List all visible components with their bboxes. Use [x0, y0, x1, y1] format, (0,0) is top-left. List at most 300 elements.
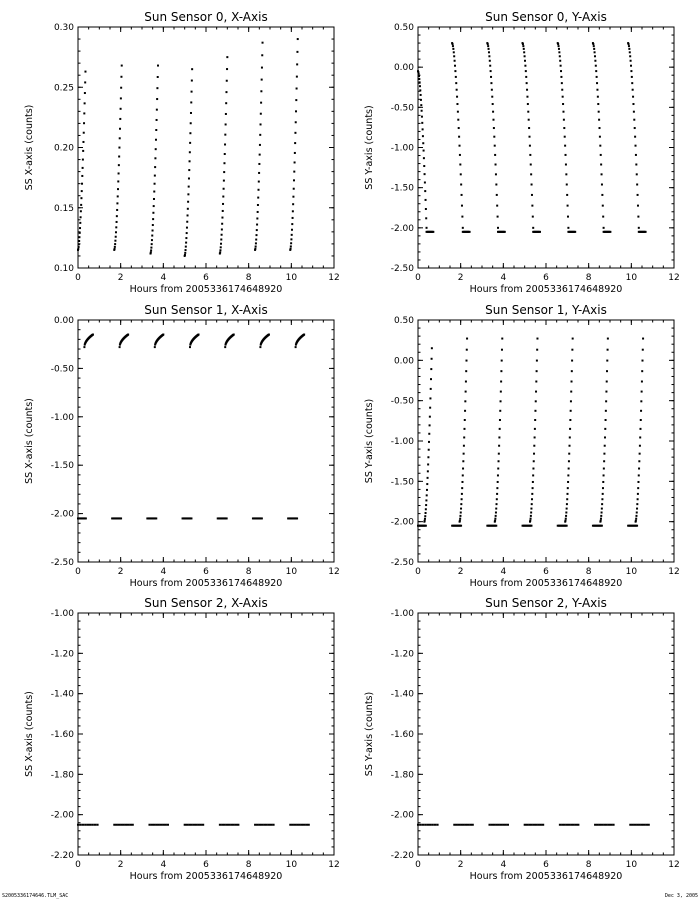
data-point — [156, 98, 158, 100]
y-tick-label: 0.25 — [53, 83, 74, 94]
data-point — [643, 824, 645, 826]
data-point — [460, 508, 462, 510]
data-point — [256, 234, 258, 236]
data-point — [601, 824, 603, 826]
y-tick-label: -0.50 — [390, 103, 414, 114]
data-point — [462, 474, 464, 476]
data-point — [453, 51, 455, 53]
data-point — [525, 70, 527, 72]
data-point — [531, 194, 533, 196]
data-point — [257, 204, 259, 206]
data-point — [186, 227, 188, 229]
y-axis-label: SS Y-axis (counts) — [364, 105, 375, 190]
data-point — [116, 221, 118, 223]
data-point — [501, 338, 503, 340]
data-point — [157, 76, 159, 78]
data-point — [420, 104, 422, 106]
x-tick-label: 8 — [245, 273, 252, 283]
data-point — [635, 154, 637, 156]
data-point — [187, 201, 189, 203]
data-point — [254, 248, 256, 250]
x-tick-label: 4 — [500, 567, 507, 577]
data-point — [606, 381, 608, 383]
y-tick-label: -2.00 — [50, 509, 74, 520]
data-point — [637, 194, 639, 196]
data-point — [487, 45, 489, 47]
data-point — [292, 203, 294, 205]
data-point — [418, 73, 420, 75]
data-point — [567, 487, 569, 489]
data-point — [118, 172, 120, 174]
data-point — [129, 824, 131, 826]
data-point — [530, 518, 532, 520]
data-point — [500, 381, 502, 383]
data-point — [642, 349, 644, 351]
data-point — [292, 217, 294, 219]
data-point — [154, 175, 156, 177]
data-point — [114, 243, 116, 245]
data-point — [495, 508, 497, 510]
data-point — [222, 196, 224, 198]
data-point — [497, 474, 499, 476]
data-point — [459, 145, 461, 147]
data-point — [558, 51, 560, 53]
data-point — [235, 824, 237, 826]
data-point — [488, 48, 490, 50]
chart-panel-3 — [364, 303, 680, 589]
data-point — [558, 48, 560, 50]
data-point — [431, 824, 433, 826]
x-tick-label: 6 — [543, 273, 549, 283]
x-tick-label: 12 — [668, 273, 680, 283]
data-point — [528, 127, 530, 129]
data-point — [429, 407, 431, 409]
data-point — [533, 453, 535, 455]
data-point — [80, 197, 82, 199]
data-point — [430, 368, 432, 370]
data-point — [427, 456, 429, 458]
y-tick-label: -2.20 — [390, 851, 414, 861]
data-point — [603, 227, 605, 229]
data-point — [418, 78, 420, 80]
data-point — [115, 236, 117, 238]
data-point — [607, 338, 609, 340]
data-point — [154, 157, 156, 159]
data-point — [154, 346, 156, 348]
data-point — [153, 198, 155, 200]
data-point — [232, 824, 234, 826]
data-point — [422, 128, 424, 130]
data-point — [305, 824, 307, 826]
data-point — [524, 60, 526, 62]
data-point — [292, 824, 294, 826]
data-point — [84, 71, 86, 73]
data-point — [634, 824, 636, 826]
data-point — [115, 231, 117, 233]
data-point — [629, 824, 631, 826]
data-point — [565, 525, 567, 527]
data-point — [603, 824, 605, 826]
data-point — [118, 824, 120, 826]
data-point — [431, 347, 433, 349]
data-point — [463, 428, 465, 430]
data-point — [295, 121, 297, 123]
data-point — [633, 119, 635, 121]
data-point — [499, 428, 501, 430]
x-tick-label: 8 — [585, 273, 592, 283]
data-point — [188, 169, 190, 171]
data-point — [593, 45, 595, 47]
data-point — [254, 824, 256, 826]
data-point — [529, 154, 531, 156]
data-point — [87, 824, 89, 826]
data-point — [566, 508, 568, 510]
data-point — [526, 82, 528, 84]
data-point — [565, 163, 567, 165]
data-point — [598, 119, 600, 121]
data-point — [151, 824, 153, 826]
data-point — [600, 515, 602, 517]
data-point — [151, 243, 153, 245]
data-point — [290, 245, 292, 247]
data-point — [155, 139, 157, 141]
data-point — [465, 381, 467, 383]
y-tick-label: -1.40 — [50, 689, 74, 700]
x-tick-label: 12 — [668, 860, 680, 870]
data-point — [597, 103, 599, 105]
data-point — [640, 419, 642, 421]
data-point — [629, 55, 631, 57]
data-point — [466, 338, 468, 340]
data-point — [418, 75, 420, 77]
data-point — [260, 113, 262, 115]
data-point — [220, 238, 222, 240]
data-point — [596, 824, 598, 826]
data-point — [429, 424, 431, 426]
data-point — [644, 231, 646, 233]
data-point — [151, 235, 153, 237]
data-point — [641, 360, 643, 362]
data-point — [457, 111, 459, 113]
data-point — [606, 360, 608, 362]
data-point — [568, 824, 570, 826]
x-axis-label: Hours from 2005336174648920 — [129, 284, 283, 295]
data-point — [92, 334, 94, 336]
data-point — [605, 391, 607, 393]
data-point — [600, 525, 602, 527]
data-point — [637, 487, 639, 489]
data-point — [430, 378, 432, 380]
data-point — [224, 143, 226, 145]
data-point — [223, 171, 225, 173]
data-point — [629, 51, 631, 53]
data-point — [460, 824, 462, 826]
data-point — [262, 42, 264, 44]
data-point — [419, 89, 421, 91]
data-point — [160, 824, 162, 826]
data-point — [296, 517, 298, 519]
data-point — [116, 209, 118, 211]
data-point — [222, 210, 224, 212]
data-point — [500, 391, 502, 393]
data-point — [566, 498, 568, 500]
data-point — [303, 824, 305, 826]
x-tick-label: 6 — [543, 567, 549, 577]
data-point — [494, 145, 496, 147]
data-point — [454, 60, 456, 62]
data-point — [526, 96, 528, 98]
data-point — [491, 96, 493, 98]
data-point — [83, 346, 85, 348]
data-point — [117, 180, 119, 182]
x-tick-label: 8 — [245, 860, 252, 870]
data-point — [605, 419, 607, 421]
data-point — [502, 824, 504, 826]
data-point — [568, 453, 570, 455]
data-point — [96, 824, 98, 826]
data-point — [601, 503, 603, 505]
data-point — [594, 824, 596, 826]
data-point — [494, 518, 496, 520]
x-tick-label: 4 — [160, 567, 167, 577]
data-point — [594, 51, 596, 53]
chart-panel-4 — [24, 596, 340, 882]
data-point — [226, 824, 228, 826]
data-point — [532, 474, 534, 476]
data-point — [498, 445, 500, 447]
y-tick-label: -1.80 — [50, 770, 74, 781]
data-point — [530, 515, 532, 517]
data-point — [497, 468, 499, 470]
data-point — [635, 515, 637, 517]
data-point — [421, 110, 423, 112]
data-point — [221, 223, 223, 225]
y-tick-label: 0.00 — [53, 316, 74, 326]
x-tick-label: 10 — [625, 567, 638, 577]
data-point — [94, 824, 96, 826]
data-point — [456, 824, 458, 826]
data-point — [293, 179, 295, 181]
data-point — [598, 127, 600, 129]
data-point — [423, 150, 425, 152]
data-point — [499, 410, 501, 412]
data-point — [500, 824, 502, 826]
data-point — [604, 436, 606, 438]
data-point — [567, 216, 569, 218]
data-point — [257, 197, 259, 199]
data-point — [295, 99, 297, 101]
chart-panel-0 — [24, 10, 340, 295]
data-point — [424, 520, 426, 522]
data-point — [636, 824, 638, 826]
data-point — [500, 400, 502, 402]
data-point — [601, 173, 603, 175]
data-point — [191, 91, 193, 93]
data-point — [522, 43, 524, 45]
data-point — [471, 824, 473, 826]
data-point — [462, 460, 464, 462]
data-point — [459, 518, 461, 520]
data-point — [420, 94, 422, 96]
data-point — [167, 824, 169, 826]
data-point — [563, 824, 565, 826]
data-point — [461, 493, 463, 495]
data-point — [602, 487, 604, 489]
data-point — [641, 381, 643, 383]
data-point — [495, 515, 497, 517]
data-point — [605, 824, 607, 826]
data-point — [258, 181, 260, 183]
data-point — [558, 45, 560, 47]
data-point — [635, 520, 637, 522]
data-point — [260, 102, 262, 104]
data-point — [257, 211, 259, 213]
data-point — [226, 80, 228, 82]
data-point — [189, 346, 191, 348]
x-axis-label: Hours from 2005336174648920 — [129, 871, 283, 882]
data-point — [260, 517, 262, 519]
data-point — [636, 183, 638, 185]
data-point — [461, 216, 463, 218]
data-point — [632, 89, 634, 91]
x-tick-label: 0 — [415, 567, 421, 577]
x-tick-label: 8 — [585, 860, 592, 870]
data-point — [256, 224, 258, 226]
data-point — [226, 56, 228, 58]
data-point — [452, 48, 454, 50]
data-point — [131, 824, 133, 826]
data-point — [567, 474, 569, 476]
data-point — [468, 231, 470, 233]
data-point — [639, 428, 641, 430]
data-point — [461, 481, 463, 483]
data-point — [294, 142, 296, 144]
data-point — [638, 474, 640, 476]
data-point — [233, 334, 235, 336]
y-tick-label: 0.00 — [393, 63, 414, 74]
data-point — [527, 111, 529, 113]
plot-frame — [78, 320, 334, 562]
data-point — [464, 419, 466, 421]
data-point — [82, 159, 84, 161]
data-point — [530, 163, 532, 165]
x-tick-label: 0 — [415, 860, 421, 870]
x-tick-label: 2 — [457, 860, 464, 870]
x-tick-label: 2 — [117, 860, 124, 870]
data-point — [464, 400, 466, 402]
data-point — [188, 177, 190, 179]
data-point — [530, 508, 532, 510]
data-point — [77, 248, 79, 250]
data-point — [594, 55, 596, 57]
data-point — [118, 164, 120, 166]
data-point — [84, 81, 86, 83]
data-point — [220, 243, 222, 245]
data-point — [527, 103, 529, 105]
data-point — [119, 118, 121, 120]
data-point — [496, 205, 498, 207]
data-point — [490, 76, 492, 78]
data-point — [429, 397, 431, 399]
data-point — [606, 370, 608, 372]
data-point — [458, 127, 460, 129]
data-point — [636, 512, 638, 514]
data-point — [191, 80, 193, 82]
data-point — [562, 103, 564, 105]
data-point — [429, 416, 431, 418]
data-point — [291, 229, 293, 231]
data-point — [152, 212, 154, 214]
data-point — [608, 824, 610, 826]
plot-frame — [418, 27, 674, 268]
data-point — [463, 453, 465, 455]
data-point — [79, 227, 81, 229]
data-point — [224, 134, 226, 136]
data-point — [642, 338, 644, 340]
data-point — [570, 410, 572, 412]
data-point — [575, 824, 577, 826]
data-point — [460, 525, 462, 527]
data-point — [499, 419, 501, 421]
data-point — [559, 60, 561, 62]
data-point — [460, 183, 462, 185]
x-tick-label: 10 — [625, 273, 638, 283]
data-point — [635, 145, 637, 147]
data-point — [570, 391, 572, 393]
data-point — [260, 90, 262, 92]
data-point — [189, 151, 191, 153]
data-point — [80, 204, 82, 206]
data-point — [466, 349, 468, 351]
data-point — [80, 210, 82, 212]
data-point — [295, 110, 297, 112]
data-point — [455, 76, 457, 78]
data-point — [536, 349, 538, 351]
data-point — [489, 65, 491, 67]
data-point — [492, 111, 494, 113]
data-point — [454, 70, 456, 72]
data-point — [496, 493, 498, 495]
data-point — [507, 824, 509, 826]
data-point — [268, 334, 270, 336]
x-tick-label: 12 — [328, 273, 340, 283]
data-point — [605, 410, 607, 412]
data-point — [498, 453, 500, 455]
chart-title: Sun Sensor 0, X-Axis — [144, 10, 268, 24]
data-point — [493, 136, 495, 138]
data-point — [571, 381, 573, 383]
data-point — [534, 436, 536, 438]
x-tick-label: 4 — [500, 273, 507, 283]
data-point — [117, 195, 119, 197]
data-point — [125, 824, 127, 826]
data-point — [525, 76, 527, 78]
data-point — [184, 252, 186, 254]
data-point — [607, 349, 609, 351]
data-point — [566, 194, 568, 196]
data-point — [424, 525, 426, 527]
data-point — [459, 163, 461, 165]
data-point — [184, 824, 186, 826]
data-point — [501, 360, 503, 362]
data-point — [155, 517, 157, 519]
data-point — [222, 203, 224, 205]
data-point — [504, 824, 506, 826]
x-tick-label: 8 — [585, 567, 592, 577]
data-point — [635, 163, 637, 165]
data-point — [566, 503, 568, 505]
data-point — [421, 122, 423, 124]
